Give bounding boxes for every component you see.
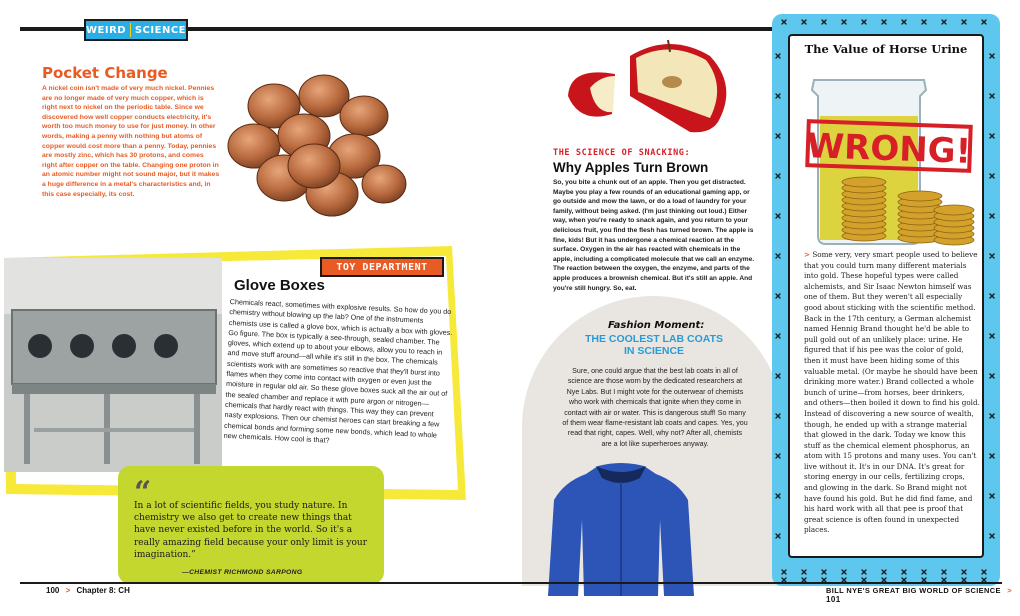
quote-text: In a lot of scientific fields, you study nature. In chemistry we also get to create new things that have never existed before in the world. So it's a really amazing field because your only limit is your imagination.” <box>134 501 368 560</box>
sidebar-title: The Value of Horse Urine <box>804 42 968 56</box>
fashion-body: Sure, one could argue that the best lab coats in all of science are those worn by the dedicated researchers at Nye Labs. But I might vote for the outerwear of chemists who work with chemicals that ignite when they come in contact with air or water. This is dangerous stuff! So many of them wear flame-resistant lab coats and capes. Yes, you read that right, capes. Well, why not? After all, chemists are a lot like superheroes anyway. <box>562 367 748 448</box>
quote-mark-icon: “ <box>134 475 152 510</box>
beaker-gold-illustration <box>794 60 978 248</box>
glove-boxes-title: Glove Boxes <box>234 277 325 294</box>
sidebar-body-text: Some very, very smart people used to believe that you could turn many different materials into gold. These hopeful types were called alchemists, and Sir Isaac Newton himself was one of them. But they weren't all especially good about sticking with the scientific method. Back in the 17th century, a German alchemist named Hennig Brand thought he'd be able to pull gold out of an unlikely place: urine. He figured that if his pee was the color of gold, then it must have been hiding some of this valuable metal. (Or maybe he should have been drinking more water.) Brand collected a whole bunch of urine—from horses, beer drinkers, and others—then boiled it down to find his gold. Instead of discovering a new source of wealth, though, he ended up with a strange material that glowed in the dark. Today we know this stuff as the chemical element phosphorus, an atom with 15 protons and many uses. You can't live without it. It's in our DNA. It's great for storing energy in our cells, fertilizing crops, and glowing in the dark. So Brand might not have found his gold. But he did find fame, and his hard work with all that pee is proof that great science is often found in unexpected places. <box>804 250 980 535</box>
fashion-title: THE COOLEST LAB COATS IN SCIENCE <box>584 333 724 357</box>
wrong-stamp-text: WRONG! <box>806 126 972 172</box>
pocket-change-body: A nickel coin isn't made of very much nickel. Pennies are no longer made of very much copper, which is right next to nickel on the periodic table. Since we discovered how well copper conducts electricity, it's worth too much money to use for just money. In other words, making a penny with nothing but atoms of copper would cost more than a penny. Today, pennies are mostly zinc, which has 30 protons, and comes right after copper on the table. Changing one proton in an atomic number might not sound major, but it makes a huge difference in a metal's characteristics and, in this case especially, its cost. <box>42 85 220 198</box>
left-page-number: 100 <box>46 586 60 595</box>
footer-rule-left <box>20 582 530 584</box>
quote-attribution: —CHEMIST RICHMOND SARPONG <box>182 569 303 576</box>
pocket-change-title: Pocket Change <box>42 64 168 82</box>
sidebar-body <box>804 250 980 536</box>
brand-right: SCIENCE <box>134 24 186 36</box>
series-brand-tab <box>84 19 188 41</box>
footer-right <box>826 586 1020 604</box>
snacking-kicker: THE SCIENCE OF SNACKING: <box>553 148 691 158</box>
lab-coat-photo <box>548 460 694 596</box>
chapter-label: Chapter 8: CH <box>76 586 130 595</box>
footer-rule-right <box>522 582 1002 584</box>
toy-department-tab: TOY DEPARTMENT <box>320 257 444 277</box>
pennies-photo <box>214 66 414 226</box>
glove-boxes-body: Chemicals react, sometimes with explosive results. So how do you do chemistry without blowing up the lab? One of the instruments chemists use is called a glove box, which is actually a box with gloves. Go figure. The box is typically a see-through, sealed chamber. The gloves, which extend up to about your elbows, allow you to reach in and move stuff around—all while it's still in the box. The chemicals scientists work with are sometimes so reactive that they'll burst into flames when they come into contact with oxygen or even just the moisture in regular old air. So these glove boxes suck all the air out of the sealed chamber and replace it with pure argon or nitrogen—chemicals that hardly react with things. This way they can prevent nasty explosions. Then our chemist heroes can start breaking a few chemical bonds and forming some new bonds, which lead to whole new chemicals. How cool is that? <box>223 297 453 445</box>
brand-divider <box>130 23 131 37</box>
glove-box-lab-photo <box>4 258 222 472</box>
right-page-number: 101 <box>826 595 841 604</box>
wrong-stamp <box>806 121 972 172</box>
footer-left <box>46 586 130 595</box>
sidebar-arrow-icon: > <box>804 250 811 259</box>
apple-photo <box>560 36 738 142</box>
book-title: BILL NYE'S GREAT BIG WORLD OF SCIENCE <box>826 586 1001 595</box>
footer-arrow-icon: > <box>65 586 71 595</box>
fashion-kicker: Fashion Moment: <box>608 320 705 331</box>
snacking-body: So, you bite a chunk out of an apple. Then you get distracted. Maybe you play a few rounds of an educational gaming app, or go outside and mow the lawn, or do a load of laundry for your family, without being asked. (I'm just thinking out loud.) Either way, when you're ready to snack again, and you return to your delicious fruit, you find the flesh has turned brown. The apple is fine, kids! But it has undergone a chemical reaction at the surface. Oxygen in the air has reacted with chemicals in the apple, including a complicated molecule that we call an enzyme. The reaction between the oxygen, the enzyme, and parts of the apple produces a brownish chemical. But it's still an apple. And you're still hungry. So, eat. <box>553 179 755 292</box>
snacking-title: Why Apples Turn Brown <box>553 160 709 175</box>
footer-arrow-icon: > <box>1007 586 1012 595</box>
brand-left: WEIRD <box>86 24 127 36</box>
